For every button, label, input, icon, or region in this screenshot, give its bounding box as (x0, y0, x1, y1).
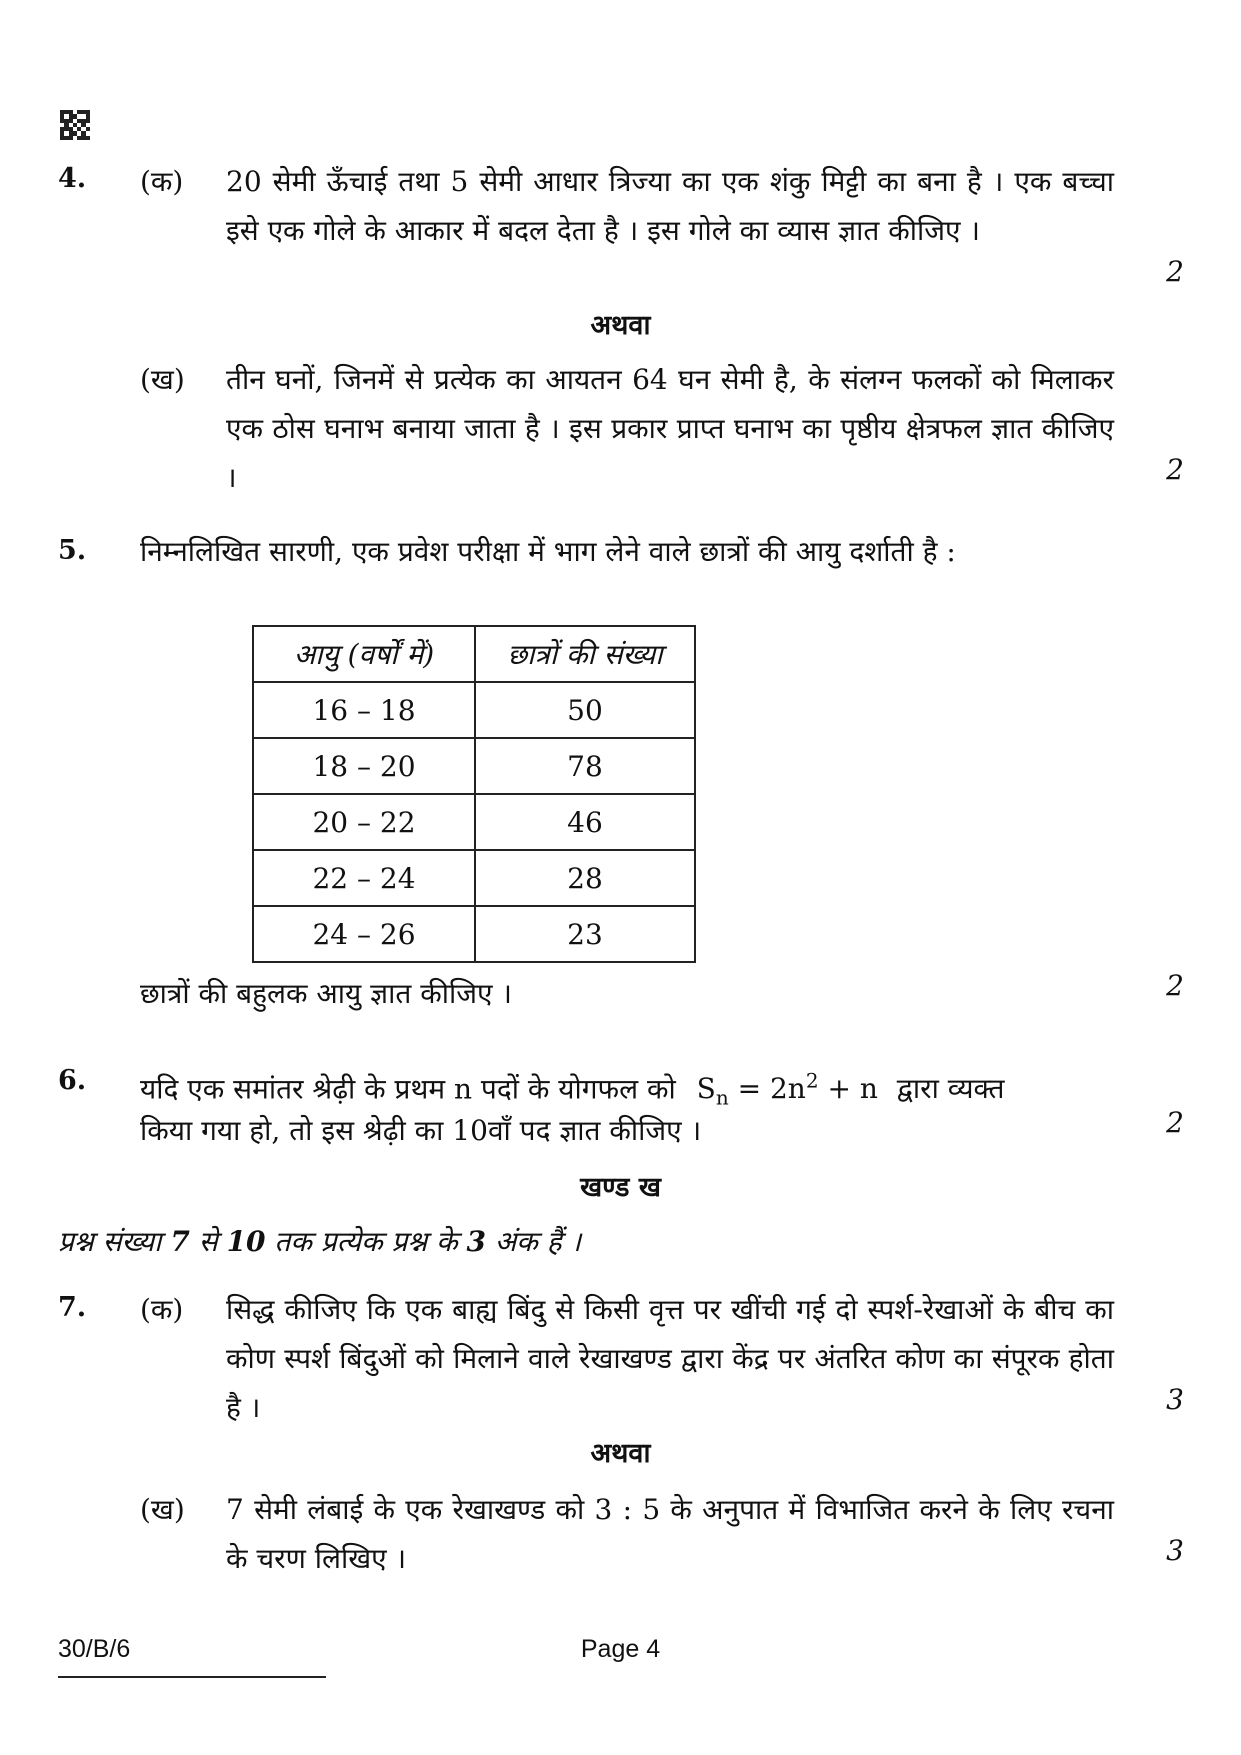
q4-part-b-text: तीन घनों, जिनमें से प्रत्येक का आयतन 64 घन सेमी है, के संलग्न फलकों को मिलाकर एक ठोस घनाभ बनाया जाता है । इस प्रकार प्राप्त घनाभ का पृष्ठीय क्षेत्रफल ज्ञात कीजिए । (226, 363, 1114, 494)
table-cell-age: 18 – 20 (253, 738, 475, 794)
table-header-students: छात्रों की संख्या (475, 626, 695, 682)
q6-text-after: द्वारा व्यक्त (896, 1072, 1005, 1106)
q6-marks: 2 (1166, 1106, 1184, 1139)
formula-tail: + n (818, 1072, 878, 1106)
table-cell-count: 50 (475, 682, 695, 738)
age-table (252, 625, 696, 963)
paper-code: 30/B/6 (58, 1635, 131, 1663)
footer-divider (58, 1676, 326, 1678)
table-cell-age: 16 – 18 (253, 682, 475, 738)
table-row (253, 906, 695, 962)
table-cell-count: 46 (475, 794, 695, 850)
table-cell-count: 28 (475, 850, 695, 906)
question-number-5: 5. (58, 535, 87, 566)
q5-intro: निम्नलिखित सारणी, एक प्रवेश परीक्षा में भाग लेने वाले छात्रों की आयु दर्शाती है : (140, 535, 956, 568)
formula-superscript: 2 (805, 1069, 819, 1093)
q7-or-heading: अथवा (590, 1438, 651, 1469)
instruction-text: से (189, 1225, 227, 1258)
q7-part-b-label: (ख) (140, 1493, 185, 1526)
q7-part-b-text: 7 सेमी लंबाई के एक रेखाखण्ड को 3 : 5 के अनुपात में विभाजित करने के लिए रचना के चरण लिखिए । (226, 1493, 1114, 1575)
q7-part-a-label: (क) (140, 1293, 184, 1326)
q7-part-b-marks: 3 (1166, 1534, 1184, 1567)
table-header-row (253, 626, 695, 682)
q7-part-a-marks: 3 (1166, 1383, 1184, 1416)
instruction-text: अंक हैं । (486, 1225, 582, 1258)
q6-text-before: यदि एक समांतर श्रेढ़ी के प्रथम n पदों के योगफल को (140, 1072, 676, 1106)
question-number-6: 6. (58, 1065, 87, 1096)
q7-part-a-text: सिद्ध कीजिए कि एक बाह्य बिंदु से किसी वृत्त पर खींची गई दो स्पर्श-रेखाओं के बीच का कोण स्पर्श बिंदुओं को मिलाने वाले रेखाखण्ड द्वारा केंद्र पर अंतरित कोण का संपूरक होता है । (226, 1293, 1114, 1424)
formula-subscript: n (715, 1085, 729, 1110)
q4-part-b-label: (ख) (140, 363, 185, 396)
table-cell-count: 78 (475, 738, 695, 794)
instruction-num-3: 3 (466, 1225, 487, 1258)
table-row (253, 850, 695, 906)
q5-question: छात्रों की बहुलक आयु ज्ञात कीजिए । (140, 977, 512, 1010)
formula-eq: = 2n (728, 1072, 806, 1106)
table-row (253, 794, 695, 850)
table-cell-age: 24 – 26 (253, 906, 475, 962)
q4-part-b-marks: 2 (1166, 453, 1184, 486)
question-number-4: 4. (58, 163, 87, 194)
question-number-7: 7. (58, 1292, 87, 1323)
table-row (253, 682, 695, 738)
q4-part-a-text: 20 सेमी ऊँचाई तथा 5 सेमी आधार त्रिज्या का एक शंकु मिट्टी का बना है । एक बच्चा इसे एक गोले के आकार में बदल देता है । इस गोले का व्यास ज्ञात कीजिए । (226, 165, 1114, 247)
table-cell-age: 22 – 24 (253, 850, 475, 906)
section-b-instruction (58, 1217, 581, 1266)
q4-part-a-marks: 2 (1166, 255, 1184, 288)
q6-formula (696, 1069, 878, 1110)
instruction-text: प्रश्न संख्या (58, 1225, 171, 1258)
instruction-num-10: 10 (226, 1225, 266, 1258)
q5-marks: 2 (1166, 969, 1184, 1002)
table-cell-age: 20 – 22 (253, 794, 475, 850)
section-b-heading: खण्ड ख (580, 1172, 661, 1203)
page-number: Page 4 (580, 1635, 661, 1663)
instruction-text: तक प्रत्येक प्रश्न के (265, 1225, 467, 1258)
instruction-num-7: 7 (170, 1225, 190, 1258)
formula-s: S (696, 1072, 716, 1106)
q4-part-a-label: (क) (140, 165, 184, 198)
table-row (253, 738, 695, 794)
table-header-age: आयु (वर्षों में) (253, 626, 475, 682)
q6-line-2: किया गया हो, तो इस श्रेढ़ी का 10वाँ पद ज्ञात कीजिए । (140, 1114, 702, 1147)
q4-or-heading: अथवा (590, 310, 651, 341)
table-cell-count: 23 (475, 906, 695, 962)
qr-code-icon (60, 110, 90, 140)
